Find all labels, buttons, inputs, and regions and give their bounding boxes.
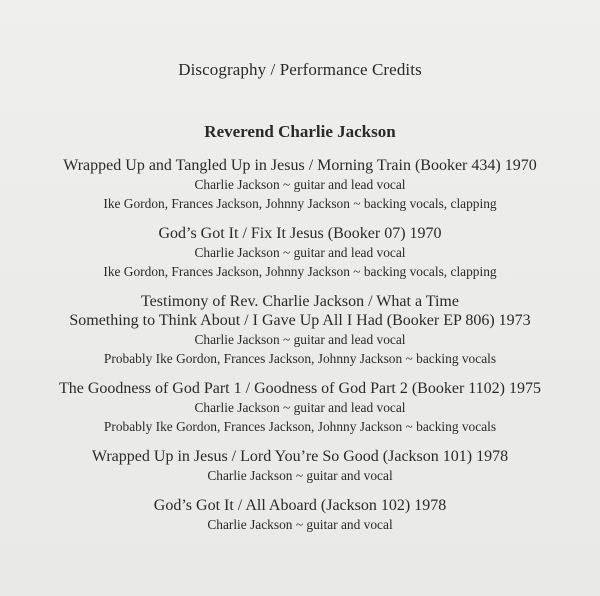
record-title: God’s Got It / Fix It Jesus (Booker 07) 1970: [158, 225, 442, 242]
record-entry: [0, 496, 600, 534]
record-credit: Charlie Jackson ~ guitar and lead vocal: [194, 177, 406, 192]
record-entry: [0, 156, 600, 213]
record-credit: Charlie Jackson ~ guitar and vocal: [207, 468, 393, 483]
record-title: Testimony of Rev. Charlie Jackson / What a Time: [141, 293, 459, 310]
record-entry: [0, 447, 600, 485]
record-credit: Charlie Jackson ~ guitar and lead vocal: [194, 332, 406, 347]
record-title: The Goodness of God Part 1 / Goodness of God Part 2 (Booker 1102) 1975: [58, 380, 541, 397]
records-list: [0, 156, 600, 545]
record-credit: Charlie Jackson ~ guitar and lead vocal: [194, 245, 406, 260]
record-title: Wrapped Up and Tangled Up in Jesus / Morning Train (Booker 434) 1970: [63, 157, 537, 174]
record-title: God’s Got It / All Aboard (Jackson 102) 1978: [153, 497, 447, 514]
record-credit: Probably Ike Gordon, Frances Jackson, Johnny Jackson ~ backing vocals: [103, 419, 497, 434]
record-credit: Charlie Jackson ~ guitar and vocal: [207, 517, 393, 532]
record-entry: [0, 292, 600, 368]
record-entry: [0, 224, 600, 281]
artist-heading: Reverend Charlie Jackson: [204, 122, 396, 141]
record-credit: Charlie Jackson ~ guitar and lead vocal: [194, 400, 406, 415]
page-title: Discography / Performance Credits: [178, 60, 422, 79]
record-credit: Ike Gordon, Frances Jackson, Johnny Jackson ~ backing vocals, clapping: [103, 196, 497, 211]
record-entry: [0, 379, 600, 436]
record-credit: Probably Ike Gordon, Frances Jackson, Johnny Jackson ~ backing vocals: [103, 351, 497, 366]
record-title-continued: Something to Think About / I Gave Up All I Had (Booker EP 806) 1973: [69, 312, 531, 329]
record-title: Wrapped Up in Jesus / Lord You’re So Good (Jackson 101) 1978: [91, 448, 509, 465]
record-credit: Ike Gordon, Frances Jackson, Johnny Jackson ~ backing vocals, clapping: [103, 264, 497, 279]
